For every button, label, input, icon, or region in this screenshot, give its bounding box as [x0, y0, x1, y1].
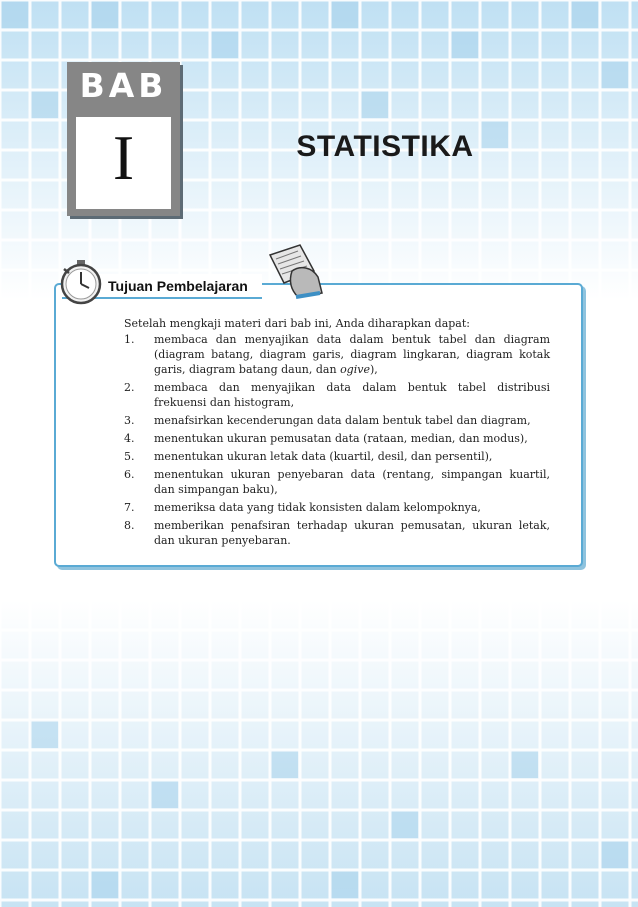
item-text: memberikan penafsiran terhadap ukuran pemusatan, ukuran letak, dan ukuran penyebaran.: [154, 519, 550, 547]
item-text: menentukan ukuran penyebaran data (rentang, simpangan kuartil, dan simpangan baku),: [154, 468, 550, 496]
item-text: menafsirkan kecenderungan data dalam bentuk tabel dan diagram,: [154, 414, 531, 427]
item-number: 2.: [124, 381, 135, 394]
chapter-title: STATISTIKA: [296, 130, 474, 163]
stopwatch-icon: [58, 259, 104, 305]
item-text: menentukan ukuran pemusatan data (rataan, median, dan modus),: [154, 432, 528, 445]
item-number: 7.: [124, 501, 135, 514]
item-text: membaca dan menyajikan data dalam bentuk tabel distribusi frekuensi dan histogram,: [154, 381, 550, 409]
item-number: 6.: [124, 468, 135, 481]
item-text: menentukan ukuran letak data (kuartil, desil, dan persentil),: [154, 450, 493, 463]
item-text: membaca dan menyajikan data dalam bentuk tabel dan diagram (diagram batang, diagram garis, diagram lingkaran, diagram kotak garis, diagram batang daun, dan ogive),: [154, 333, 550, 376]
item-number: 8.: [124, 519, 135, 532]
chapter-box: [67, 62, 180, 216]
item-text: memeriksa data yang tidak konsisten dalam kelompoknya,: [154, 501, 481, 514]
list-item: [124, 431, 550, 446]
item-number: 4.: [124, 432, 135, 445]
chapter-number: I: [112, 122, 135, 193]
objectives-content: [124, 316, 550, 551]
list-item: [124, 380, 550, 410]
list-item: [124, 449, 550, 464]
chapter-label: BAB: [79, 66, 168, 105]
list-item: [124, 500, 550, 515]
objectives-intro: Setelah mengkaji materi dari bab ini, Anda diharapkan dapat:: [124, 317, 470, 330]
item-number: 5.: [124, 450, 135, 463]
objectives-heading: Tujuan Pembelajaran: [108, 278, 248, 294]
list-item: [124, 332, 550, 377]
chapter-number-panel: [76, 117, 171, 209]
hand-writing-icon: [262, 241, 326, 299]
list-item: [124, 518, 550, 548]
list-item: [124, 413, 550, 428]
item-number: 3.: [124, 414, 135, 427]
objectives-list: [124, 332, 550, 548]
list-item: [124, 467, 550, 497]
item-number: 1.: [124, 333, 135, 346]
